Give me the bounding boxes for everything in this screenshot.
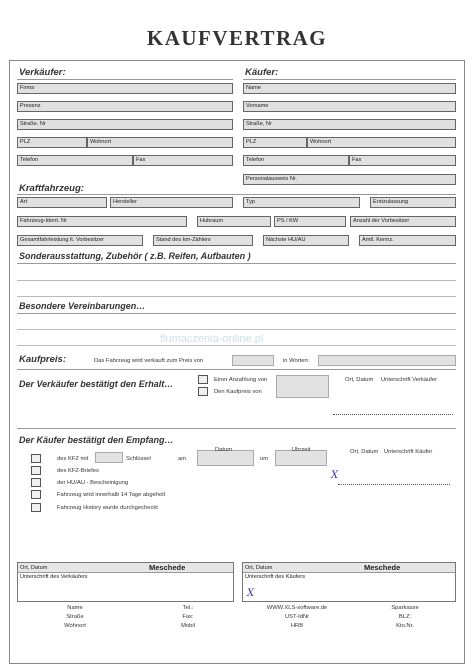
vehicle-registration-field[interactable]: Erstzulassung (370, 197, 456, 208)
footer-website[interactable]: WWW.XLS-software.de (266, 605, 328, 611)
time-label: Uhrzeit (292, 447, 311, 453)
receipt-item: Fahrzeug History wurde durchgecheckt (57, 505, 158, 511)
seller-signature-label: Unterschrift des Verkäufers (20, 574, 88, 580)
vehicle-km-field[interactable]: Stand des km-Zählers (153, 235, 253, 246)
seller-telefon-field[interactable]: Telefon (17, 155, 133, 166)
seller-signature-box[interactable] (17, 562, 234, 602)
buyer-signature-label: Unterschrift des Käufers (245, 574, 306, 580)
pickup-checkbox[interactable] (31, 490, 41, 499)
divider (17, 313, 456, 314)
agreements-heading: Besondere Vereinbarungen… (19, 301, 146, 311)
buyer-city: Meschede (364, 563, 401, 572)
footer-fax: Fax: (182, 614, 194, 620)
price-text: Das Fahrzeug wird verkauft zum Preis von (94, 358, 204, 364)
receipt-item: des KFZ-Briefes (57, 468, 99, 474)
key-label: Schlüssel (126, 456, 151, 462)
document-title: KAUFVERTRAG (146, 26, 328, 50)
vehicle-art-field[interactable]: Art (17, 197, 107, 208)
price-words-field[interactable] (318, 355, 456, 366)
key-count-field[interactable] (95, 452, 123, 463)
kfz-checkbox[interactable] (31, 454, 41, 463)
kfz-label: des KFZ mit (57, 456, 89, 462)
footer-tel: Tel.: (182, 605, 194, 611)
footer-vat: UST-IdNr (284, 614, 310, 620)
divider (17, 428, 456, 429)
price-checkbox[interactable] (198, 387, 208, 396)
date-label: Datum (215, 447, 233, 453)
vehicle-manufacturer-field[interactable]: Hersteller (110, 197, 233, 208)
buyer-heading: Käufer: (245, 67, 279, 78)
amount-field[interactable] (276, 375, 329, 398)
buyer-fax-field[interactable]: Fax (349, 155, 456, 166)
buyer-signature-line[interactable] (338, 484, 450, 485)
footer-col-3 (252, 604, 342, 631)
footer-blz: BLZ: (398, 614, 412, 620)
price-field[interactable] (232, 355, 274, 366)
buyer-telefon-field[interactable]: Telefon (243, 155, 349, 166)
writing-line[interactable] (17, 345, 456, 346)
footer-hrb: HRB (290, 623, 304, 629)
buyer-signature-header (243, 563, 455, 573)
buyer-wohnort-field[interactable]: Wohnort (307, 137, 456, 148)
receipt-item: Fahrzeug wird innerhalb 14 Tage abgeholt (57, 492, 166, 498)
seller-signature-header (18, 563, 233, 573)
vehicle-hubraum-field[interactable]: Hubraum (197, 216, 271, 227)
divider (17, 369, 456, 370)
seller-city: Meschede (149, 563, 186, 572)
buyer-plz-field[interactable]: PLZ (243, 137, 307, 148)
am-label: am (178, 456, 187, 462)
buyer-sign-label: Unterschrift Käufer (384, 449, 433, 455)
divider (17, 79, 233, 80)
footer-account: Kto.Nr. (396, 623, 414, 629)
writing-line[interactable] (17, 296, 456, 297)
footer-col-2 (153, 604, 223, 631)
writing-line[interactable] (17, 329, 456, 330)
footer-bank: Sparkasse (391, 605, 419, 611)
buyer-name-field[interactable]: Name (243, 83, 456, 94)
seller-street-field[interactable]: Straße. Nr (17, 119, 233, 130)
divider (243, 79, 456, 80)
buyer-receipt-mark: X (331, 470, 339, 481)
watermark: tlumaczenia-online.pl (160, 333, 264, 345)
buyer-signature-mark: X (247, 588, 255, 599)
seller-plz-field[interactable]: PLZ (17, 137, 87, 148)
huau-checkbox[interactable] (31, 478, 41, 487)
footer-city: Wohnort (64, 623, 86, 629)
seller-heading: Verkäufer: (19, 67, 66, 78)
history-checkbox[interactable] (31, 503, 41, 512)
receipt-item: der HU/AU - Bescheinigung (57, 480, 129, 486)
vehicle-mileage-prev-field[interactable]: Gesamtfahrleistung lt. Vorbesitzer (17, 235, 143, 246)
divider (17, 194, 456, 195)
vehicle-owners-field[interactable]: Anzahl der Vorbesitzer (350, 216, 456, 227)
vehicle-pskw-field[interactable]: PS / KW (274, 216, 346, 227)
seller-place-label: Ort, Datum (20, 565, 48, 571)
buyer-signature-box[interactable] (242, 562, 456, 602)
price-words-label: in Worten: (283, 358, 310, 364)
buyer-street-field[interactable]: Straße, Nr (243, 119, 456, 130)
seller-receipt-heading: Der Verkäufer bestätigt den Erhalt… (19, 379, 174, 389)
seller-wohnort-field[interactable]: Wohnort (87, 137, 233, 148)
price-heading: Kaufpreis: (19, 354, 66, 365)
seller-place-label: Ort, Datum (345, 377, 374, 383)
seller-signature-line[interactable] (333, 414, 453, 415)
buyer-place-label: Ort, Datum (350, 449, 379, 455)
buyer-receipt-heading: Der Käufer bestätigt den Empfang… (19, 435, 174, 445)
buyer-id-field[interactable]: Personalausweis Nr. (243, 174, 456, 185)
vehicle-heading: Kraftfahrzeug: (19, 183, 84, 194)
footer-col-4 (370, 604, 440, 631)
brief-checkbox[interactable] (31, 466, 41, 475)
footer-col-1 (40, 604, 110, 631)
seller-sign-label: Unterschrift Verkäufer (381, 377, 438, 383)
vehicle-huau-field[interactable]: Nächste HU/AU (263, 235, 349, 246)
vehicle-plate-field[interactable]: Amtl. Kennz. (359, 235, 456, 246)
seller-firma-field[interactable]: Firma (17, 83, 233, 94)
seller-fax-field[interactable]: Fax (133, 155, 233, 166)
footer-street: Straße (66, 614, 84, 620)
extras-heading: Sonderausstattung, Zubehör ( z.B. Reifen, Aufbauten ) (19, 251, 251, 261)
price-received-label: Den Kaufpreis von (214, 389, 262, 395)
buyer-place-label: Ort, Datum (245, 565, 273, 571)
buyer-vorname-field[interactable]: Vorname (243, 101, 456, 112)
deposit-checkbox[interactable] (198, 375, 208, 384)
deposit-label: Einer Anzahlung von (214, 377, 268, 383)
footer-mobile: Mobil (181, 623, 195, 629)
um-label: um (260, 456, 269, 462)
vehicle-ident-field[interactable]: Fahrzeug-Ident. Nr (17, 216, 187, 227)
writing-line[interactable] (17, 280, 456, 281)
divider (17, 263, 456, 264)
seller-presenz-field[interactable]: Presenz (17, 101, 233, 112)
vehicle-type-field[interactable]: Typ (243, 197, 360, 208)
footer-name: Name (67, 605, 83, 611)
